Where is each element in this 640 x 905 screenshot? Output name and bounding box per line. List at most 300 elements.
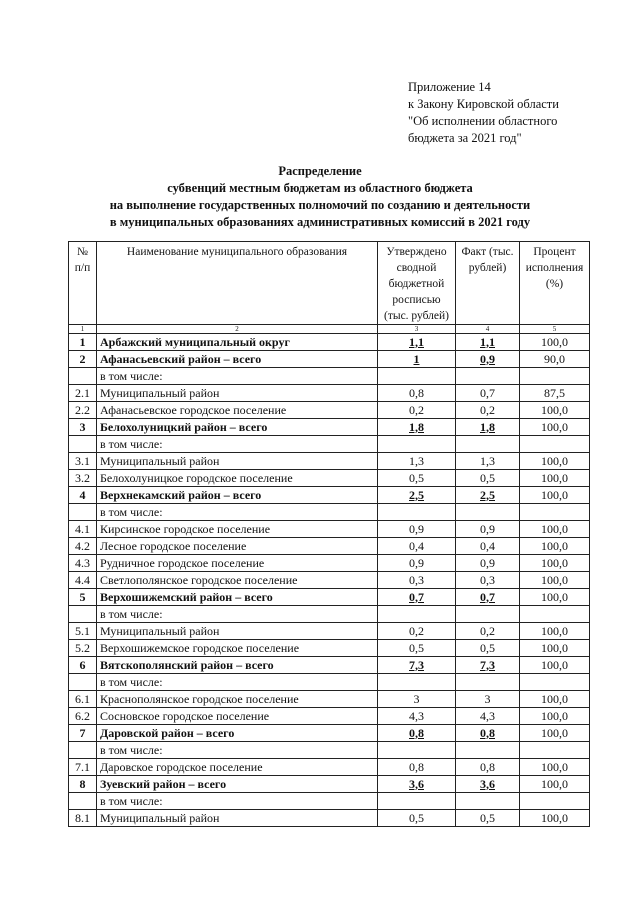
table-row bbox=[69, 776, 590, 793]
row-name-text: Даровское городское поселение bbox=[100, 759, 263, 774]
title-line-3: на выполнение государственных полномочий по созданию и деятельности bbox=[109, 198, 531, 212]
row-name bbox=[97, 538, 378, 555]
row-name bbox=[97, 334, 378, 351]
table-row bbox=[69, 334, 590, 351]
row-number bbox=[69, 572, 97, 589]
row-percent-text: 100,0 bbox=[541, 657, 568, 672]
row-fact bbox=[456, 402, 520, 419]
row-number-text: 4.4 bbox=[75, 572, 90, 587]
row-approved-text: 0,8 bbox=[409, 725, 424, 740]
row-percent bbox=[520, 606, 590, 623]
row-name bbox=[97, 453, 378, 470]
row-percent bbox=[520, 759, 590, 776]
row-percent bbox=[520, 640, 590, 657]
table-row bbox=[69, 385, 590, 402]
row-approved-text: 0,2 bbox=[409, 402, 424, 417]
table-row bbox=[69, 793, 590, 810]
row-name bbox=[97, 436, 378, 453]
row-approved-text: 4,3 bbox=[409, 708, 424, 723]
row-number-text: 4 bbox=[79, 487, 86, 502]
row-fact bbox=[456, 436, 520, 453]
table-row bbox=[69, 623, 590, 640]
table-row bbox=[69, 402, 590, 419]
row-percent-text: 100,0 bbox=[541, 419, 568, 434]
row-name bbox=[97, 674, 378, 691]
row-name-text: Краснополянское городское поселение bbox=[100, 691, 299, 706]
row-fact-text: 0,2 bbox=[480, 402, 495, 417]
row-fact-text: 0,7 bbox=[480, 589, 495, 604]
row-number bbox=[69, 776, 97, 793]
row-number-text: 6.1 bbox=[75, 691, 90, 706]
row-number-text: 5 bbox=[79, 589, 86, 604]
row-number bbox=[69, 793, 97, 810]
row-name-text: Белохолуницкое городское поселение bbox=[100, 470, 293, 485]
table-row bbox=[69, 759, 590, 776]
row-name-text: Верхошижемское городское поселение bbox=[100, 640, 300, 655]
column-index: 1 bbox=[69, 325, 97, 334]
row-name bbox=[97, 402, 378, 419]
row-name-text: в том числе: bbox=[100, 674, 163, 689]
row-approved-text: 0,3 bbox=[409, 572, 424, 587]
row-percent bbox=[520, 589, 590, 606]
row-number-text: 2.1 bbox=[75, 385, 90, 400]
column-index: 4 bbox=[456, 325, 520, 334]
row-number bbox=[69, 759, 97, 776]
row-number bbox=[69, 623, 97, 640]
row-percent-text: 100,0 bbox=[541, 453, 568, 468]
row-fact-text: 0,9 bbox=[480, 351, 495, 366]
column-index: 3 bbox=[378, 325, 456, 334]
row-fact-text: 0,9 bbox=[480, 555, 495, 570]
row-percent-text: 100,0 bbox=[541, 691, 568, 706]
row-percent bbox=[520, 657, 590, 674]
row-name-text: Лесное городское поселение bbox=[100, 538, 247, 553]
row-name-text: в том числе: bbox=[100, 368, 163, 383]
title-line-4: в муниципальных образованиях административных комиссий в 2021 году bbox=[109, 215, 531, 229]
row-fact bbox=[456, 419, 520, 436]
row-number-text: 6 bbox=[79, 657, 86, 672]
row-name-text: в том числе: bbox=[100, 436, 163, 451]
row-fact bbox=[456, 385, 520, 402]
row-name-text: Муниципальный район bbox=[100, 810, 220, 825]
row-fact bbox=[456, 657, 520, 674]
row-name-text: Арбажский муниципальный округ bbox=[100, 334, 290, 349]
row-number bbox=[69, 504, 97, 521]
row-fact-text: 0,2 bbox=[480, 623, 495, 638]
row-approved bbox=[378, 453, 456, 470]
row-fact-text: 1,8 bbox=[480, 419, 495, 434]
row-percent bbox=[520, 521, 590, 538]
row-number bbox=[69, 742, 97, 759]
row-approved-text: 7,3 bbox=[409, 657, 424, 672]
row-fact bbox=[456, 742, 520, 759]
row-name-text: в том числе: bbox=[100, 504, 163, 519]
row-name bbox=[97, 793, 378, 810]
row-percent-text: 100,0 bbox=[541, 572, 568, 587]
row-number bbox=[69, 810, 97, 827]
row-percent-text: 100,0 bbox=[541, 708, 568, 723]
row-percent bbox=[520, 487, 590, 504]
row-name bbox=[97, 725, 378, 742]
row-fact bbox=[456, 334, 520, 351]
row-approved bbox=[378, 776, 456, 793]
row-name bbox=[97, 759, 378, 776]
row-fact bbox=[456, 521, 520, 538]
row-percent bbox=[520, 742, 590, 759]
row-name bbox=[97, 776, 378, 793]
row-approved bbox=[378, 793, 456, 810]
row-approved-text: 0,7 bbox=[409, 589, 424, 604]
table-row bbox=[69, 351, 590, 368]
table-row bbox=[69, 453, 590, 470]
row-number-text: 3.1 bbox=[75, 453, 90, 468]
row-fact-text: 2,5 bbox=[480, 487, 495, 502]
table-row bbox=[69, 589, 590, 606]
table-row bbox=[69, 691, 590, 708]
row-name-text: Верхнекамский район – всего bbox=[100, 487, 262, 502]
row-name-text: Афанасьевский район – всего bbox=[100, 351, 262, 366]
row-percent-text: 100,0 bbox=[541, 623, 568, 638]
row-approved-text: 0,5 bbox=[409, 810, 424, 825]
row-number bbox=[69, 691, 97, 708]
row-name-text: Муниципальный район bbox=[100, 385, 220, 400]
row-name bbox=[97, 521, 378, 538]
row-percent-text: 100,0 bbox=[541, 640, 568, 655]
row-approved bbox=[378, 368, 456, 385]
row-name bbox=[97, 487, 378, 504]
row-percent-text: 100,0 bbox=[541, 776, 568, 791]
annex-line-4: бюджета за 2021 год" bbox=[408, 131, 522, 145]
row-name-text: Зуевский район – всего bbox=[100, 776, 227, 791]
row-percent bbox=[520, 351, 590, 368]
row-approved-text: 0,2 bbox=[409, 623, 424, 638]
row-approved-text: 1,1 bbox=[409, 334, 424, 349]
row-name-text: в том числе: bbox=[100, 606, 163, 621]
row-percent bbox=[520, 572, 590, 589]
table-row bbox=[69, 487, 590, 504]
row-number bbox=[69, 538, 97, 555]
row-fact-text: 0,5 bbox=[480, 640, 495, 655]
row-name-text: Вятскополянский район – всего bbox=[100, 657, 274, 672]
row-name bbox=[97, 351, 378, 368]
row-number-text: 7.1 bbox=[75, 759, 90, 774]
row-name bbox=[97, 589, 378, 606]
row-fact bbox=[456, 487, 520, 504]
row-fact bbox=[456, 691, 520, 708]
row-number-text: 2 bbox=[79, 351, 86, 366]
row-number bbox=[69, 674, 97, 691]
annex-reference bbox=[408, 79, 559, 147]
row-approved bbox=[378, 606, 456, 623]
row-approved-text: 0,8 bbox=[409, 759, 424, 774]
row-name bbox=[97, 555, 378, 572]
row-approved-text: 0,9 bbox=[409, 521, 424, 536]
row-percent bbox=[520, 674, 590, 691]
row-percent bbox=[520, 436, 590, 453]
row-percent bbox=[520, 810, 590, 827]
row-fact-text: 0,8 bbox=[480, 759, 495, 774]
row-name-text: Даровской район – всего bbox=[100, 725, 235, 740]
row-percent bbox=[520, 691, 590, 708]
row-fact bbox=[456, 351, 520, 368]
header-percent: Процент исполнения (%) bbox=[520, 242, 590, 325]
row-approved-text: 3 bbox=[413, 691, 420, 706]
row-percent-text: 100,0 bbox=[541, 334, 568, 349]
row-number bbox=[69, 657, 97, 674]
table-row bbox=[69, 606, 590, 623]
row-name bbox=[97, 419, 378, 436]
row-approved bbox=[378, 759, 456, 776]
row-number-text: 4.3 bbox=[75, 555, 90, 570]
row-fact-text: 3,6 bbox=[480, 776, 495, 791]
table-row bbox=[69, 742, 590, 759]
row-fact bbox=[456, 504, 520, 521]
header-approved: Утверждено сводной бюджетной росписью (тыс. рублей) bbox=[378, 242, 456, 325]
row-number bbox=[69, 606, 97, 623]
row-fact bbox=[456, 589, 520, 606]
row-number-text: 5.2 bbox=[75, 640, 90, 655]
table-row bbox=[69, 810, 590, 827]
row-approved bbox=[378, 436, 456, 453]
row-number-text: 4.1 bbox=[75, 521, 90, 536]
row-percent-text: 87,5 bbox=[544, 385, 565, 400]
row-approved bbox=[378, 504, 456, 521]
row-approved bbox=[378, 708, 456, 725]
table-row bbox=[69, 555, 590, 572]
row-fact-text: 3 bbox=[484, 691, 491, 706]
title-line-2: субвенций местным бюджетам из областного бюджета bbox=[167, 181, 473, 195]
row-name-text: Афанасьевское городское поселение bbox=[100, 402, 287, 417]
row-percent bbox=[520, 402, 590, 419]
row-fact bbox=[456, 674, 520, 691]
row-percent bbox=[520, 725, 590, 742]
row-percent-text: 100,0 bbox=[541, 810, 568, 825]
row-number-text: 3.2 bbox=[75, 470, 90, 485]
row-number bbox=[69, 453, 97, 470]
row-percent-text: 100,0 bbox=[541, 538, 568, 553]
row-name-text: Рудничное городское поселение bbox=[100, 555, 265, 570]
table-row bbox=[69, 419, 590, 436]
row-percent bbox=[520, 385, 590, 402]
row-percent bbox=[520, 708, 590, 725]
row-number bbox=[69, 555, 97, 572]
row-percent bbox=[520, 419, 590, 436]
row-fact bbox=[456, 793, 520, 810]
row-name-text: Верхошижемский район – всего bbox=[100, 589, 273, 604]
row-percent bbox=[520, 470, 590, 487]
table-row bbox=[69, 708, 590, 725]
row-percent bbox=[520, 555, 590, 572]
row-approved bbox=[378, 334, 456, 351]
row-name bbox=[97, 708, 378, 725]
row-name-text: Белохолуницкий район – всего bbox=[100, 419, 268, 434]
annex-line-1: Приложение 14 bbox=[408, 80, 491, 94]
row-number-text: 1 bbox=[79, 334, 86, 349]
row-fact bbox=[456, 810, 520, 827]
row-percent bbox=[520, 504, 590, 521]
row-fact-text: 1,3 bbox=[480, 453, 495, 468]
row-percent bbox=[520, 368, 590, 385]
row-name bbox=[97, 385, 378, 402]
row-percent bbox=[520, 334, 590, 351]
row-name-text: в том числе: bbox=[100, 793, 163, 808]
table-row bbox=[69, 504, 590, 521]
row-approved bbox=[378, 674, 456, 691]
row-name bbox=[97, 368, 378, 385]
row-approved bbox=[378, 555, 456, 572]
row-approved bbox=[378, 487, 456, 504]
row-approved bbox=[378, 810, 456, 827]
row-number bbox=[69, 402, 97, 419]
row-approved bbox=[378, 623, 456, 640]
row-approved-text: 1,8 bbox=[409, 419, 424, 434]
row-number bbox=[69, 708, 97, 725]
row-fact bbox=[456, 623, 520, 640]
row-name bbox=[97, 691, 378, 708]
row-percent bbox=[520, 538, 590, 555]
table-row bbox=[69, 368, 590, 385]
row-approved bbox=[378, 521, 456, 538]
row-approved bbox=[378, 572, 456, 589]
row-number-text: 6.2 bbox=[75, 708, 90, 723]
row-name bbox=[97, 572, 378, 589]
row-name bbox=[97, 742, 378, 759]
row-name bbox=[97, 810, 378, 827]
row-approved bbox=[378, 742, 456, 759]
row-percent-text: 100,0 bbox=[541, 521, 568, 536]
table-row bbox=[69, 725, 590, 742]
row-number-text: 7 bbox=[79, 725, 86, 740]
row-percent-text: 100,0 bbox=[541, 725, 568, 740]
table-row bbox=[69, 470, 590, 487]
row-approved bbox=[378, 657, 456, 674]
row-fact bbox=[456, 776, 520, 793]
row-fact bbox=[456, 708, 520, 725]
row-fact-text: 0,4 bbox=[480, 538, 495, 553]
annex-line-3: "Об исполнении областного bbox=[408, 114, 558, 128]
row-percent bbox=[520, 793, 590, 810]
row-name bbox=[97, 623, 378, 640]
row-percent-text: 90,0 bbox=[544, 351, 565, 366]
row-name-text: Муниципальный район bbox=[100, 623, 220, 638]
row-percent bbox=[520, 453, 590, 470]
row-fact-text: 0,7 bbox=[480, 385, 495, 400]
row-approved bbox=[378, 385, 456, 402]
row-name-text: Кирсинское городское поселение bbox=[100, 521, 271, 536]
row-number bbox=[69, 368, 97, 385]
header-name: Наименование муниципального образования bbox=[97, 242, 378, 325]
row-number bbox=[69, 521, 97, 538]
row-approved-text: 1,3 bbox=[409, 453, 424, 468]
row-number-text: 8.1 bbox=[75, 810, 90, 825]
column-index-row bbox=[69, 325, 590, 334]
table-row bbox=[69, 674, 590, 691]
row-fact bbox=[456, 555, 520, 572]
row-approved bbox=[378, 691, 456, 708]
row-approved-text: 0,9 bbox=[409, 555, 424, 570]
row-percent-text: 100,0 bbox=[541, 759, 568, 774]
row-approved-text: 0,5 bbox=[409, 470, 424, 485]
row-name bbox=[97, 640, 378, 657]
row-percent bbox=[520, 776, 590, 793]
row-number bbox=[69, 589, 97, 606]
row-name bbox=[97, 504, 378, 521]
row-number bbox=[69, 487, 97, 504]
row-percent-text: 100,0 bbox=[541, 487, 568, 502]
row-name-text: Светлополянское городское поселение bbox=[100, 572, 298, 587]
row-number-text: 3 bbox=[79, 419, 86, 434]
row-percent-text: 100,0 bbox=[541, 555, 568, 570]
row-approved-text: 2,5 bbox=[409, 487, 424, 502]
header-fact: Факт (тыс. рублей) bbox=[456, 242, 520, 325]
row-fact bbox=[456, 368, 520, 385]
row-approved bbox=[378, 725, 456, 742]
header-num: № п/п bbox=[69, 242, 97, 325]
row-number bbox=[69, 334, 97, 351]
row-fact-text: 0,3 bbox=[480, 572, 495, 587]
row-number bbox=[69, 725, 97, 742]
row-fact bbox=[456, 453, 520, 470]
row-approved bbox=[378, 419, 456, 436]
column-index: 2 bbox=[97, 325, 378, 334]
table-row bbox=[69, 657, 590, 674]
column-index: 5 bbox=[520, 325, 590, 334]
row-name-text: в том числе: bbox=[100, 742, 163, 757]
row-fact-text: 4,3 bbox=[480, 708, 495, 723]
row-number bbox=[69, 640, 97, 657]
row-number-text: 4.2 bbox=[75, 538, 90, 553]
row-approved-text: 0,5 bbox=[409, 640, 424, 655]
row-fact bbox=[456, 606, 520, 623]
row-fact-text: 0,5 bbox=[480, 810, 495, 825]
row-fact-text: 0,5 bbox=[480, 470, 495, 485]
table-row bbox=[69, 436, 590, 453]
row-approved bbox=[378, 640, 456, 657]
row-fact-text: 0,9 bbox=[480, 521, 495, 536]
row-name bbox=[97, 470, 378, 487]
table-body bbox=[69, 334, 590, 827]
row-number bbox=[69, 419, 97, 436]
row-fact bbox=[456, 725, 520, 742]
row-number bbox=[69, 436, 97, 453]
row-percent-text: 100,0 bbox=[541, 589, 568, 604]
row-fact bbox=[456, 759, 520, 776]
row-percent bbox=[520, 623, 590, 640]
annex-line-2: к Закону Кировской области bbox=[408, 97, 559, 111]
row-fact-text: 7,3 bbox=[480, 657, 495, 672]
row-approved-text: 3,6 bbox=[409, 776, 424, 791]
row-approved bbox=[378, 351, 456, 368]
table-row bbox=[69, 640, 590, 657]
row-name-text: Муниципальный район bbox=[100, 453, 220, 468]
row-fact-text: 0,8 bbox=[480, 725, 495, 740]
row-approved-text: 0,4 bbox=[409, 538, 424, 553]
row-number-text: 5.1 bbox=[75, 623, 90, 638]
row-name-text: Сосновское городское поселение bbox=[100, 708, 270, 723]
table-row bbox=[69, 521, 590, 538]
row-approved bbox=[378, 470, 456, 487]
row-approved-text: 0,8 bbox=[409, 385, 424, 400]
row-approved bbox=[378, 538, 456, 555]
row-fact bbox=[456, 470, 520, 487]
row-fact bbox=[456, 572, 520, 589]
row-name bbox=[97, 606, 378, 623]
row-approved bbox=[378, 589, 456, 606]
row-number-text: 2.2 bbox=[75, 402, 90, 417]
row-number bbox=[69, 385, 97, 402]
row-fact-text: 1,1 bbox=[480, 334, 495, 349]
table-row bbox=[69, 538, 590, 555]
